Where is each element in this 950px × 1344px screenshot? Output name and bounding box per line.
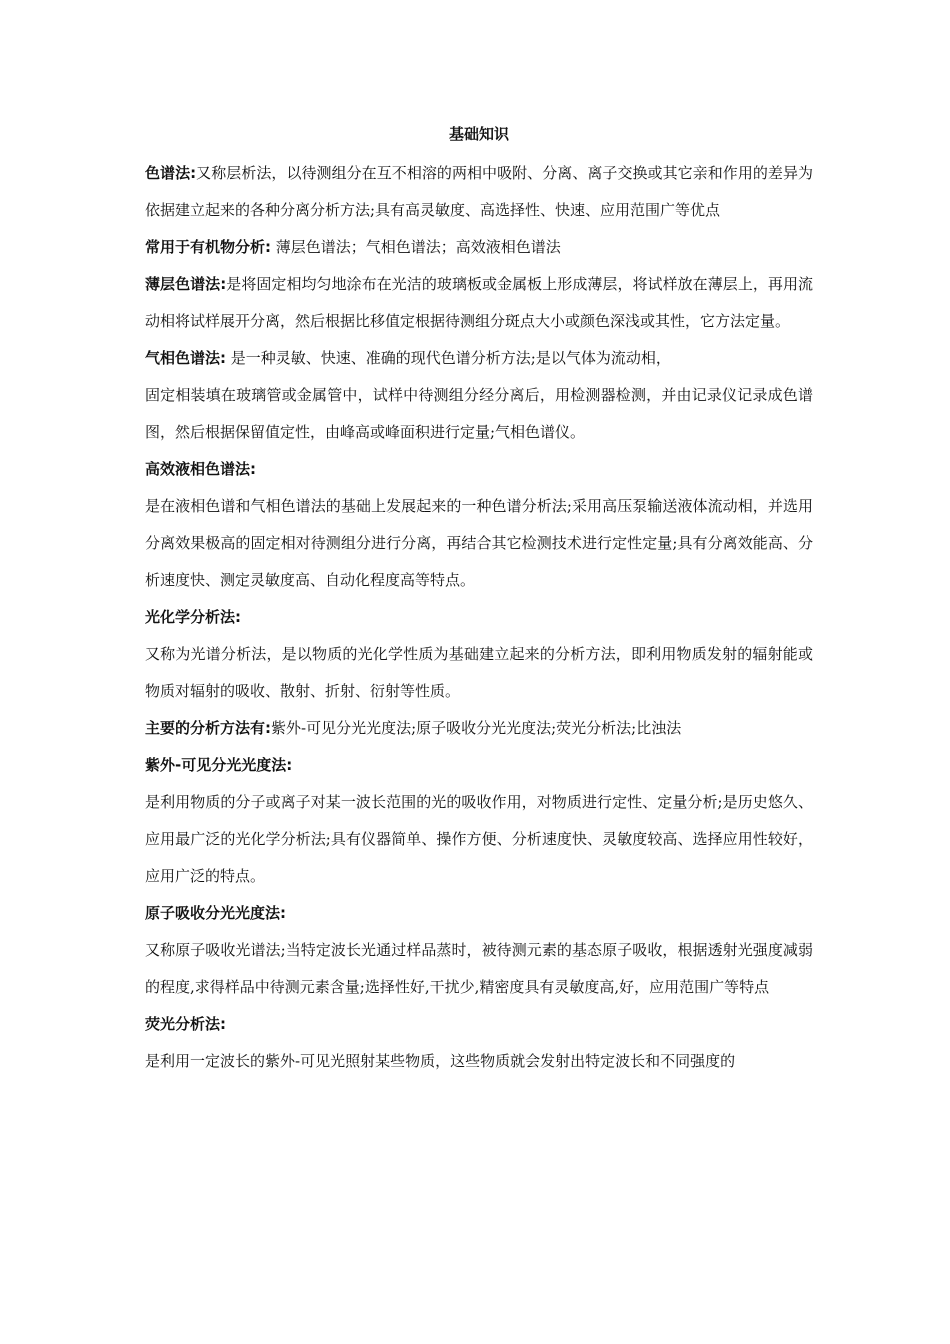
paragraph-main-methods [145, 710, 813, 747]
paragraph-text: 是在液相色谱和气相色谱法的基础上发展起来的一种色谱分析法;采用高压泵输送液体流动相，并选用分离效果极高的固定相对待测组分进行分离，再结合其它检测技术进行定性定量;具有分离效能高、分析速度快、测定灵敏度高、自动化程度高等特点。 [145, 497, 813, 589]
paragraph-uv-vis-heading [145, 747, 813, 784]
document-title: 基础知识 [448, 125, 509, 143]
paragraph-text: 薄层色谱法；气相色谱法；高效液相色谱法 [271, 238, 561, 256]
paragraph-heading: 光化学分析法: [145, 608, 241, 626]
paragraph-text: 又称层析法，以待测组分在互不相溶的两相中吸附、分离、离子交换或其它亲和作用的差异为依据建立起来的各种分离分析方法;具有高灵敏度、高选择性、快速、应用范围广等优点 [145, 164, 813, 219]
paragraph-hplc [145, 488, 813, 599]
document-body [145, 121, 813, 1080]
paragraph-text: 是一种灵敏、快速、准确的现代色谱分析方法;是以气体为流动相， [226, 349, 671, 367]
paragraph-chromatography [145, 155, 813, 229]
paragraph-photochem-heading [145, 599, 813, 636]
paragraph-heading: 常用于有机物分析: [145, 238, 271, 256]
paragraph-fluorescence [145, 1043, 813, 1080]
paragraph-text: 是利用物质的分子或离子对某一波长范围的光的吸收作用，对物质进行定性、定量分析;是历史悠久、应用最广泛的光化学分析法;具有仪器简单、操作方便、分析速度快、灵敏度较高、选择应用性较好，应用广泛的特点。 [145, 793, 813, 885]
paragraph-organic-analysis [145, 229, 813, 266]
paragraph-photochem [145, 636, 813, 710]
paragraph-text: 又称为光谱分析法，是以物质的光化学性质为基础建立起来的分析方法，即利用物质发射的辐射能或物质对辐射的吸收、散射、折射、衍射等性质。 [145, 645, 813, 700]
paragraph-aas [145, 932, 813, 1006]
paragraph-fluorescence-heading [145, 1006, 813, 1043]
paragraph-heading: 薄层色谱法: [145, 275, 227, 293]
paragraph-heading: 色谱法: [145, 164, 197, 182]
paragraph-text: 紫外-可见分光光度法;原子吸收分光光度法;荧光分析法;比浊法 [271, 719, 682, 737]
paragraph-heading: 荧光分析法: [145, 1015, 226, 1033]
paragraph-gc-continued [145, 377, 813, 451]
paragraph-hplc-heading [145, 451, 813, 488]
paragraph-heading: 气相色谱法: [145, 349, 226, 367]
paragraph-uv-vis [145, 784, 813, 895]
paragraph-text: 固定相装填在玻璃管或金属管中，试样中待测组分经分离后，用检测器检测，并由记录仪记录成色谱图，然后根据保留值定性，由峰高或峰面积进行定量;气相色谱仪。 [145, 386, 813, 441]
paragraph-heading: 主要的分析方法有: [145, 719, 271, 737]
paragraph-text: 是将固定相均匀地涂布在光洁的玻璃板或金属板上形成薄层，将试样放在薄层上，再用流动相将试样展开分离，然后根据比移值定根据待测组分斑点大小或颜色深浅或其性，它方法定量。 [145, 275, 813, 330]
paragraph-tlc [145, 266, 813, 340]
paragraph-heading: 紫外-可见分光光度法: [145, 756, 293, 774]
paragraph-heading: 原子吸收分光光度法: [145, 904, 286, 922]
paragraph-text: 又称原子吸收光谱法;当特定波长光通过样品蒸时，被待测元素的基态原子吸收，根据透射光强度减弱的程度,求得样品中待测元素含量;选择性好,干扰少,精密度具有灵敏度高,好，应用范围广等特点 [145, 941, 813, 996]
paragraph-aas-heading [145, 895, 813, 932]
paragraph-gc [145, 340, 813, 377]
paragraph-heading: 高效液相色谱法: [145, 460, 256, 478]
paragraph-text: 是利用一定波长的紫外-可见光照射某些物质，这些物质就会发射出特定波长和不同强度的 [145, 1052, 736, 1070]
